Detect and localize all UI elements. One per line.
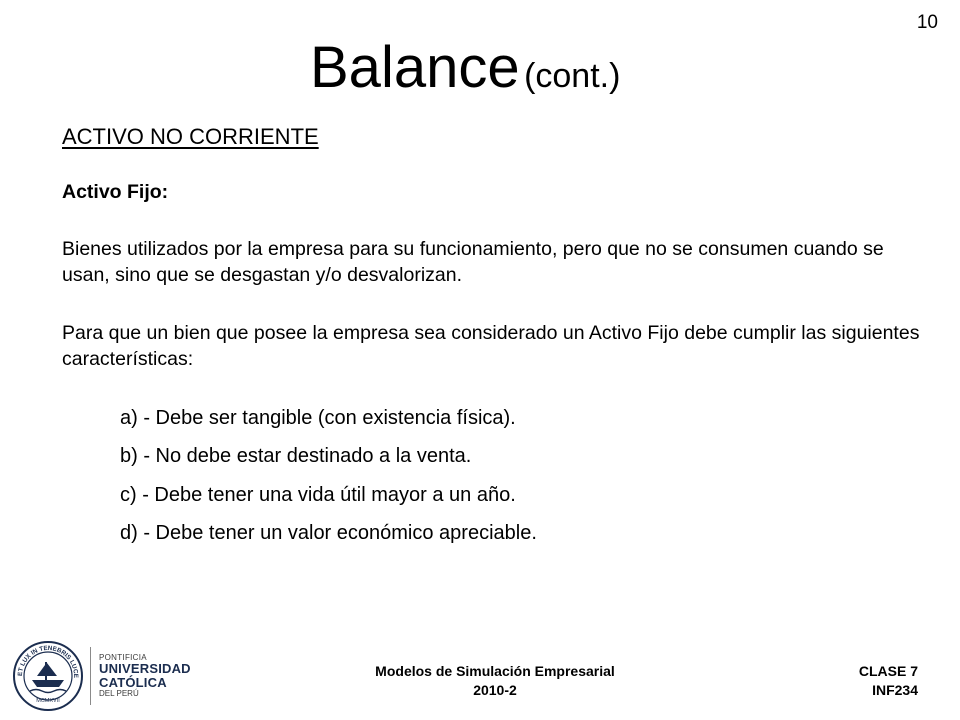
list-item: b) - No debe estar destinado a la venta.	[120, 445, 472, 468]
paragraph-requirements: Para que un bien que posee la empresa sea considerado un Activo Fijo debe cumplir las siguientes características:	[62, 321, 920, 370]
list-item: c) - Debe tener una vida útil mayor a un año.	[120, 483, 516, 506]
section-heading: ACTIVO NO CORRIENTE	[62, 124, 319, 149]
footer-course	[300, 662, 690, 700]
requirements-list	[62, 405, 922, 547]
list-item: d) - Debe tener un valor económico apreciable.	[120, 522, 537, 545]
footer-course-name: Modelos de Simulación Empresarial	[375, 663, 615, 679]
logo-line-universidad: UNIVERSIDAD	[99, 661, 191, 677]
seal-year: MCMXVII	[36, 698, 60, 704]
footer-class	[859, 662, 918, 700]
university-seal-icon	[12, 640, 84, 712]
logo-divider	[90, 647, 91, 705]
footer-course-code: INF234	[872, 681, 918, 698]
logo-line-catolica: CATÓLICA	[99, 675, 167, 690]
slide-body	[62, 180, 922, 559]
page-number: 10	[916, 12, 938, 33]
logo-text	[99, 654, 191, 698]
slide-title	[310, 34, 620, 101]
list-item: a) - Debe ser tangible (con existencia física).	[120, 406, 516, 429]
subtitle: Activo Fijo:	[62, 181, 169, 203]
logo-line-pontificia: PONTIFICIA	[99, 652, 147, 662]
footer-class-label: CLASE 7	[858, 663, 918, 679]
seal-motto: ET LUX IN TENEBRIS LUCE	[16, 644, 80, 678]
footer-term: 2010-2	[473, 681, 517, 698]
slide-title-main: Balance	[310, 35, 520, 100]
university-logo	[12, 640, 191, 712]
logo-line-delperu: DEL PERÚ	[99, 688, 139, 698]
paragraph-definition: Bienes utilizados por la empresa para su funcionamiento, pero que no se consumen cuando se usan, sino que se desgastan y/o desvalorizan.	[62, 237, 884, 286]
slide-title-sub: (cont.)	[524, 57, 621, 95]
